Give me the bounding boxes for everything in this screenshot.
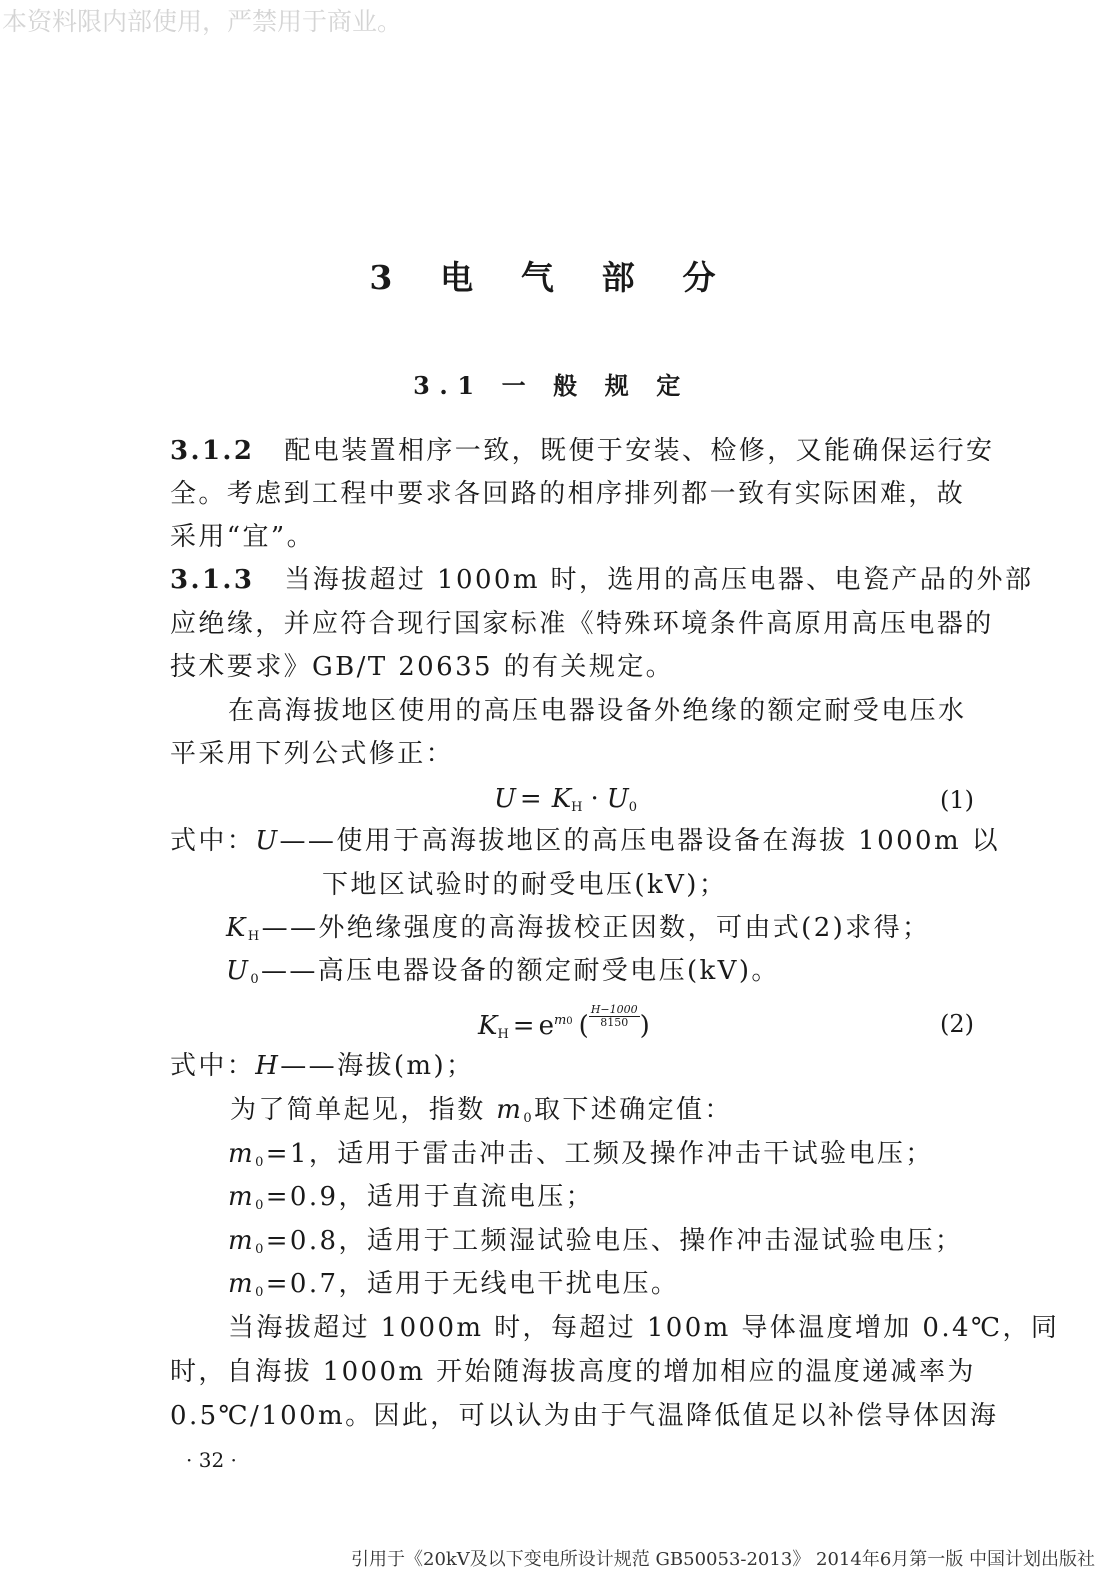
temperature-line-1: 当海拔超过 1000m 时，每超过 100m 导体温度增加 0.4℃，同: [228, 1313, 1060, 1343]
clause-3-1-3-label: 3.1.3: [170, 565, 255, 595]
correction-line-2: 平采用下列公式修正：: [170, 739, 455, 769]
formula-2-close-paren: ): [639, 1011, 650, 1042]
clause-3-1-2-line-3: 采用“宜”。: [170, 522, 315, 552]
where-1-prefix: 式中：: [170, 826, 256, 856]
formula-1-k-sub: H: [571, 800, 583, 815]
m0-intro-after: 取下述确定值：: [534, 1095, 733, 1125]
where-2-h-desc: ——海拔(m)；: [280, 1051, 475, 1081]
m0-value-1-text: =1，适用于雷击冲击、工频及操作冲击干试验电压；: [265, 1139, 934, 1169]
formula-1-equals: =: [519, 784, 542, 814]
where-2-h-line: [170, 1053, 474, 1079]
formula-1: [494, 784, 637, 815]
formula-2-frac-num: H−1000: [590, 1003, 638, 1016]
m0-value-1: [228, 1141, 934, 1169]
formula-1-number: (1): [940, 786, 974, 814]
formula-2-k-sub: H: [497, 1027, 509, 1043]
where-1-u-line: [170, 828, 1000, 854]
section-title: 3.1 一 般 规 定: [413, 371, 690, 400]
temperature-line-3: 0.5℃/100m。因此，可以认为由于气温降低值足以补偿导体因海: [170, 1401, 999, 1431]
clause-3-1-2-line-2: 全。考虑到工程中要求各回路的相序排列都一致有实际困难，故: [170, 479, 966, 509]
where-1-u-line-2: 下地区试验时的耐受电压(kV)；: [322, 870, 728, 900]
where-1-u0-desc: ——高压电器设备的额定耐受电压(kV)。: [260, 956, 780, 986]
chapter-title: 3 电 气 部 分: [369, 258, 734, 297]
m0-value-2-m: m: [228, 1182, 256, 1212]
m0-value-4-text: =0.7，适用于无线电干扰电压。: [265, 1269, 680, 1299]
formula-1-dot: ·: [590, 784, 599, 814]
formula-2-e: e: [538, 1011, 554, 1042]
correction-line-1: 在高海拔地区使用的高压电器设备外绝缘的额定耐受电压水: [228, 696, 967, 726]
m0-value-3: [228, 1228, 963, 1256]
formula-2-exp-m-sub: 0: [566, 1016, 573, 1028]
where-2-h-symbol: H: [255, 1051, 281, 1081]
formula-1-u0-sub: 0: [628, 800, 637, 815]
clause-3-1-2-line-1: [170, 438, 994, 464]
m0-value-1-sub: 0: [255, 1155, 266, 1170]
formula-1-u: U: [494, 784, 516, 814]
formula-2-k: K: [478, 1011, 498, 1042]
m0-value-4-m: m: [228, 1269, 256, 1299]
clause-3-1-3-line-3: 技术要求》GB/T 20635 的有关规定。: [170, 652, 675, 682]
m0-value-4-sub: 0: [255, 1285, 266, 1300]
m0-intro-before: 为了简单起见，指数: [230, 1095, 497, 1125]
where-1-kh-symbol: K: [226, 913, 248, 943]
m0-intro-m-sub: 0: [523, 1111, 534, 1126]
clause-3-1-3-text-1: 当海拔超过 1000m 时，选用的高压电器、电瓷产品的外部: [284, 565, 1034, 595]
m0-value-2-text: =0.9，适用于直流电压；: [265, 1182, 595, 1212]
clause-3-1-3-line-1: [170, 567, 1033, 593]
watermark: 本资料限内部使用，严禁用于商业。: [2, 7, 403, 36]
clause-3-1-2-label: 3.1.2: [170, 436, 255, 466]
formula-2: [478, 1004, 650, 1042]
m0-value-2: [228, 1184, 594, 1212]
formula-2-equals: =: [512, 1011, 535, 1042]
where-1-kh-desc: ——外绝缘强度的高海拔校正因数，可由式(2)求得；: [261, 913, 931, 943]
formula-2-number: (2): [940, 1010, 974, 1038]
where-1-u-desc: ——使用于高海拔地区的高压电器设备在海拔 1000m 以: [279, 826, 1001, 856]
clause-3-1-3-line-2: 应绝缘，并应符合现行国家标准《特殊环境条件高原用高压电器的: [170, 609, 994, 639]
m0-value-4: [228, 1271, 679, 1299]
footer-citation: 引用于《20kV及以下变电所设计规范 GB50053-2013》 2014年6月第一版 中国计划出版社: [351, 1549, 1095, 1570]
temperature-line-2: 时，自海拔 1000m 开始随海拔高度的增加相应的温度递减率为: [170, 1357, 976, 1387]
formula-2-exp-m: m: [553, 1013, 567, 1029]
formula-2-frac-den: 8150: [600, 1016, 629, 1030]
formula-2-exponent: [554, 1013, 573, 1028]
formula-1-k: K: [551, 784, 572, 814]
m0-value-3-m: m: [228, 1226, 256, 1256]
where-1-kh-sub: H: [247, 929, 262, 944]
where-1-u0-symbol: U: [226, 956, 251, 986]
where-2-prefix: 式中：: [170, 1051, 256, 1081]
m0-value-3-sub: 0: [255, 1242, 266, 1257]
where-1-u0-line: [226, 958, 780, 986]
where-1-kh-line: [226, 915, 930, 943]
where-1-u-symbol: U: [255, 826, 280, 856]
where-1-u0-sub: 0: [250, 972, 261, 987]
m0-value-2-sub: 0: [255, 1198, 266, 1213]
formula-2-fraction: [589, 1004, 640, 1029]
m0-value-3-text: =0.8，适用于工频湿试验电压、操作冲击湿试验电压；: [265, 1226, 964, 1256]
m0-intro-m: m: [496, 1095, 524, 1125]
m0-value-1-m: m: [228, 1139, 256, 1169]
page-number: · 32 ·: [186, 1448, 237, 1472]
m0-intro: [230, 1097, 733, 1125]
formula-1-u0: U: [606, 784, 629, 814]
clause-3-1-2-text-1: 配电装置相序一致，既便于安装、检修，又能确保运行安: [284, 436, 995, 466]
formula-2-open-paren: (: [578, 1011, 589, 1042]
